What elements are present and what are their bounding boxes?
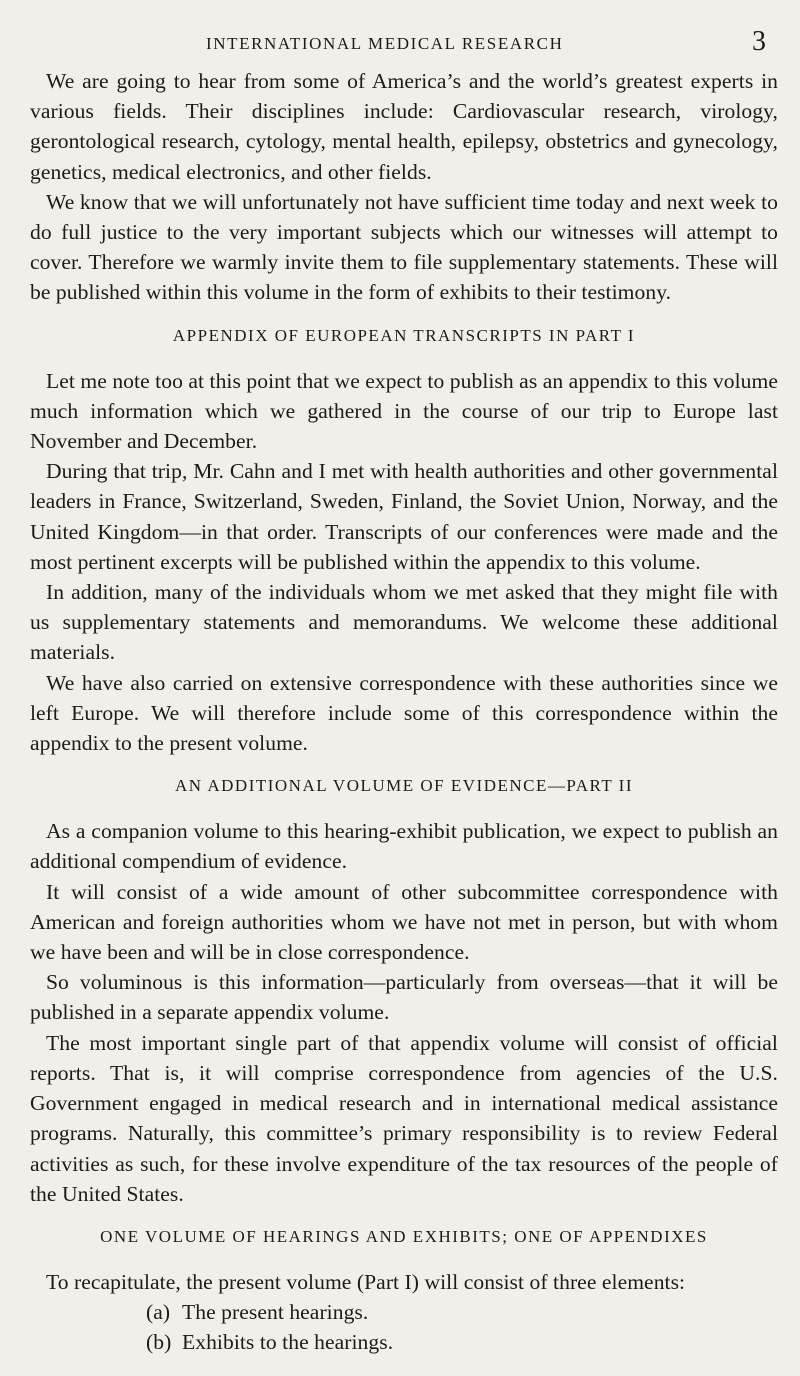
paragraph: In addition, many of the individuals whom we met asked that they might file with us supplementary statements and memorandums. We welcome these additional materials. — [30, 580, 778, 665]
document-body — [30, 66, 778, 1358]
paragraph: So voluminous is this information—particularly from overseas—that it will be published in a separate appendix volume. — [30, 970, 778, 1025]
running-head — [30, 0, 778, 66]
elements-list — [30, 1297, 778, 1357]
list-item-text: The present hearings. — [182, 1300, 369, 1325]
paragraph: We know that we will unfortunately not have sufficient time today and next week to do full justice to the very important subjects which our witnesses will attempt to cover. Therefore we warmly invite them to file supplementary statements. These will be published within this volume in the form of exhibits to their testimony. — [30, 189, 778, 305]
paragraph: We are going to hear from some of America’s and the world’s greatest experts in various fields. Their disciplines include: Cardiovascular research, virology, gerontological research, cytology, mental health, epilepsy, obstetrics and gynecology, genetics, medical electronics, and other fields. — [30, 69, 778, 184]
appendix-section — [30, 366, 778, 759]
running-title: INTERNATIONAL MEDICAL RESEARCH — [206, 34, 564, 53]
section-heading-appendix: APPENDIX OF EUROPEAN TRANSCRIPTS IN PART I — [172, 325, 636, 345]
list-item — [146, 1297, 778, 1327]
page-number: 3 — [752, 26, 766, 57]
intro-section — [30, 66, 778, 308]
paragraph: The most important single part of that appendix volume will consist of official reports. That is, it will comprise correspondence from agencies of the U.S. Government engaged in medical research and in international medical assistance programs. Naturally, this committee’s primary responsibility is to review Federal activities as such, for these involve expenditure of the tax resources of the people of the United States. — [30, 1030, 778, 1206]
paragraph: We have also carried on extensive correspondence with these authorities since we left Europe. We will therefore include some of this correspondence within the appendix to the present volume. — [30, 670, 778, 756]
additional-volume-section — [30, 816, 778, 1209]
section-heading-additional-volume: AN ADDITIONAL VOLUME OF EVIDENCE—PART II — [175, 776, 633, 796]
paragraph: It will consist of a wide amount of other subcommittee correspondence with American and foreign authorities whom we have not met in person, but with whom we have been and will be in close correspondence. — [30, 879, 778, 965]
paragraph: To recapitulate, the present volume (Part I) will consist of three elements: — [46, 1269, 686, 1294]
paragraph: During that trip, Mr. Cahn and I met with health authorities and other governmental leaders in France, Switzerland, Sweden, Finland, the Soviet Union, Norway, and the United Kingdom—in that order. Transcripts of our conferences were made and the most pertinent excerpts will be published within the appendix to this volume. — [30, 459, 778, 574]
paragraph: As a companion volume to this hearing-exhibit publication, we expect to publish an additional compendium of evidence. — [30, 819, 778, 874]
list-item-text: Exhibits to the hearings. — [182, 1330, 394, 1355]
section-heading-one-volume: ONE VOLUME OF HEARINGS AND EXHIBITS; ONE OF APPENDIXES — [100, 1226, 708, 1246]
paragraph: Let me note too at this point that we expect to publish as an appendix to this volume much information which we gathered in the course of our trip to Europe last November and December. — [30, 368, 778, 454]
list-item — [146, 1327, 778, 1357]
list-marker: (b) — [146, 1330, 172, 1355]
one-volume-section — [30, 1267, 778, 1358]
list-marker: (a) — [146, 1300, 171, 1325]
